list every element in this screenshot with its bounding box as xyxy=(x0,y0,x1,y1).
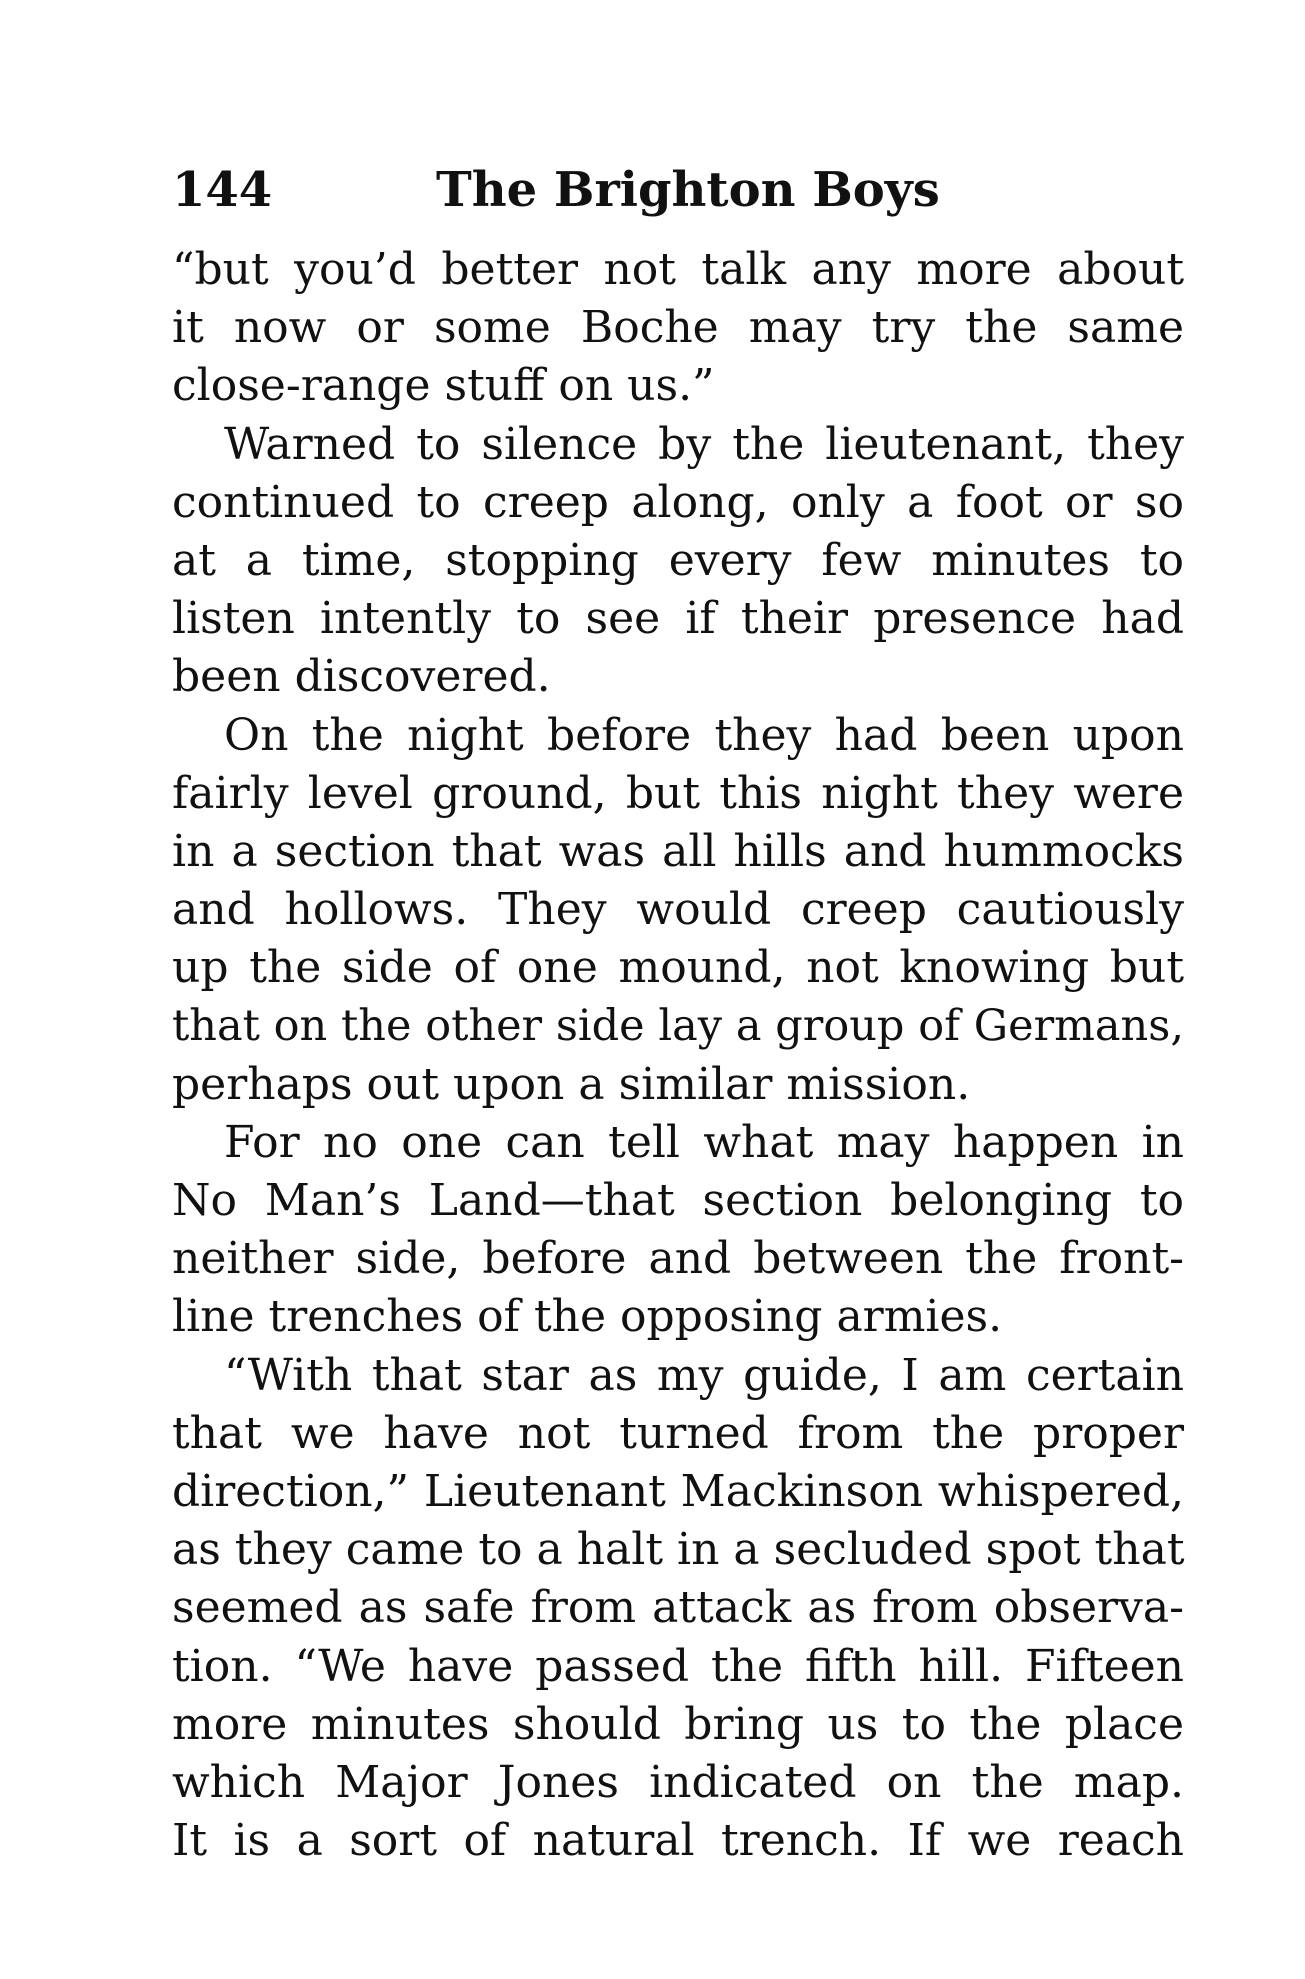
text-line: It is a sort of natural trench. If we reach xyxy=(172,1815,1184,1867)
body-text xyxy=(172,241,1184,1870)
text-line: close-range stuff on us.” xyxy=(172,360,715,412)
text-line: direction,” Lieutenant Mackinson whispered, xyxy=(172,1465,1184,1517)
text-line: “but you’d better not talk any more about xyxy=(172,244,1184,295)
page-number: 144 xyxy=(172,162,273,218)
text-line: it now or some Boche may try the same xyxy=(172,302,1184,354)
text-line: seemed as safe from attack as from observa- xyxy=(172,1582,1184,1634)
text-line: at a time, stopping every few minutes to xyxy=(172,534,1184,586)
text-line: neither side, before and between the front- xyxy=(172,1233,1184,1285)
text-line: For no one can tell what may happen in xyxy=(224,1116,1184,1168)
text-line: listen intently to see if their presence had xyxy=(172,593,1184,645)
text-line: more minutes should bring us to the place xyxy=(172,1698,1184,1750)
page-header xyxy=(172,160,1172,220)
text-line: as they came to a halt in a secluded spot that xyxy=(172,1524,1185,1576)
text-line: and hollows. They would creep cautiously xyxy=(172,884,1184,936)
text-line: perhaps out upon a similar mission. xyxy=(172,1058,971,1110)
text-line: been discovered. xyxy=(172,651,551,703)
text-line: No Man’s Land—that section belonging to xyxy=(172,1175,1184,1226)
text-line: continued to creep along, only a foot or so xyxy=(172,476,1184,528)
text-line: tion. “We have passed the fifth hill. Fifteen xyxy=(172,1640,1184,1692)
running-title: The Brighton Boys xyxy=(436,162,940,218)
text-line: line trenches of the opposing armies. xyxy=(172,1291,1003,1343)
text-line: in a section that was all hills and hummocks xyxy=(172,825,1184,877)
text-line: “With that star as my guide, I am certain xyxy=(224,1349,1184,1401)
text-line: that we have not turned from the proper xyxy=(172,1407,1184,1459)
text-line: up the side of one mound, not knowing but xyxy=(172,942,1184,994)
text-line: Warned to silence by the lieutenant, they xyxy=(224,418,1184,470)
text-line: which Major Jones indicated on the map. xyxy=(172,1756,1184,1808)
text-line: On the night before they had been upon xyxy=(224,709,1184,761)
text-line: fairly level ground, but this night they were xyxy=(172,767,1184,819)
text-line: that on the other side lay a group of Germans, xyxy=(172,1001,1184,1052)
